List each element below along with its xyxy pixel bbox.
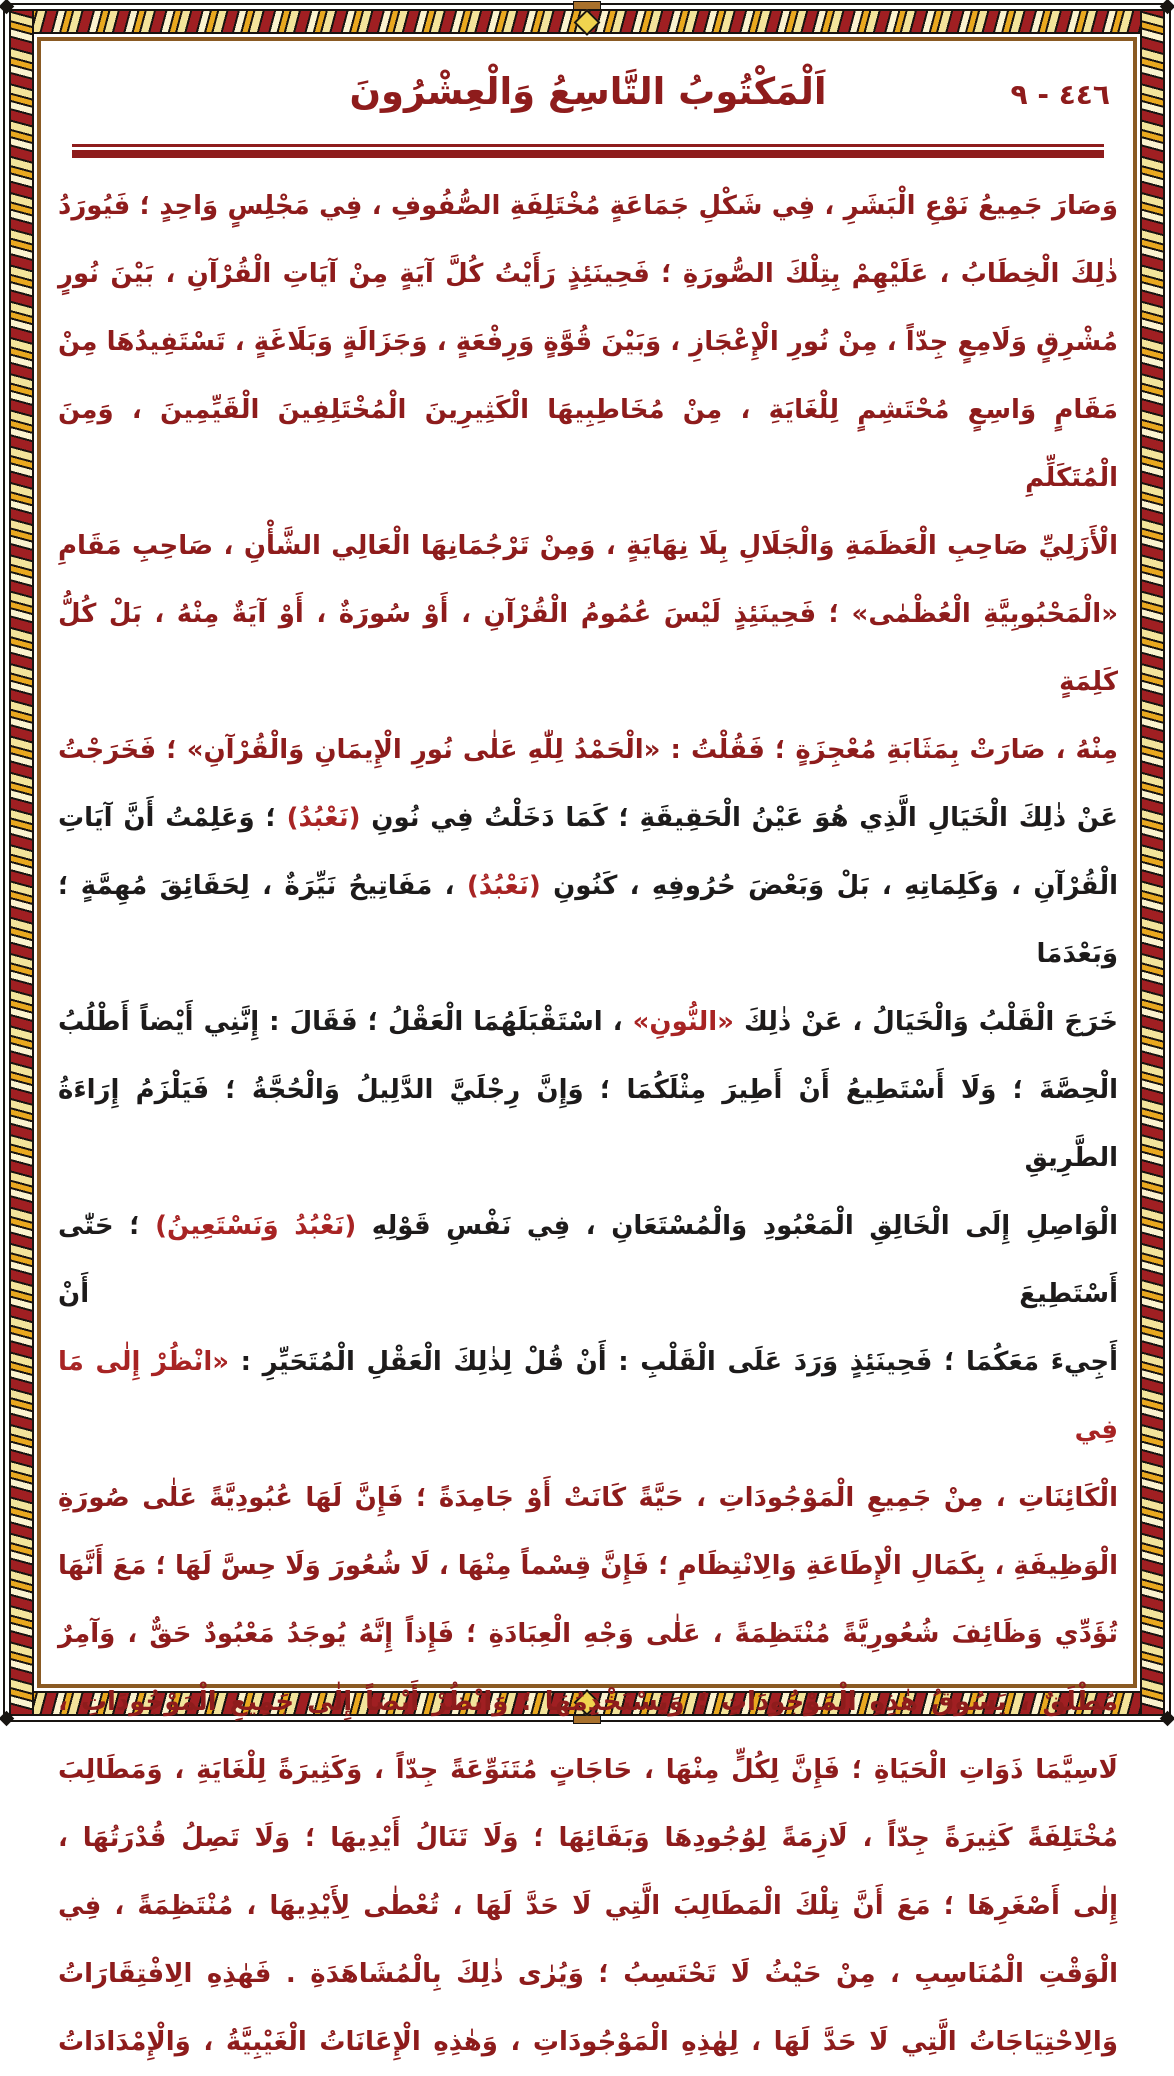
line-segment: الْوَاصِلِ إِلَى الْخَالِقِ الْمَعْبُودِ وَالْمُسْتَعَانِ ، فِي نَفْسِ قَوْلِهِ: [356, 1211, 1118, 1241]
line-segment: الْوَظِيفَةِ ، بِكَمَالِ الْإِطَاعَةِ وَالِانْتِظَامِ ؛ فَإِنَّ قِسْماً مِنْهَا ، لَا شُعُورَ وَلَا حِسَّ لَهَا ؛ مَعَ أَنَّهَا: [58, 1551, 1118, 1581]
text-line: [58, 1600, 1118, 1668]
text-line: [58, 852, 1118, 988]
header-divider: [72, 144, 1104, 158]
text-line: [58, 988, 1118, 1056]
line-segment: ذٰلِكَ الْخِطَابُ ، عَلَيْهِمْ بِتِلْكَ الصُّورَةِ ؛ فَحِينَئِذٍ رَأَيْتُ كُلَّ آيَةٍ مِنْ آيَاتِ الْقُرْآنِ ، بَيْنَ نُورٍ: [58, 259, 1118, 289]
quran-word-highlight: (نَعْبُدُ وَنَسْتَعِينُ): [155, 1211, 357, 1241]
text-line: [58, 1940, 1118, 2008]
text-line: [58, 1668, 1118, 1736]
line-segment: عَنْ ذٰلِكَ الْخَيَالِ الَّذِي هُوَ عَيْنُ الْحَقِيقَةِ ؛ كَمَا دَخَلْتُ فِي نُونِ: [360, 803, 1118, 833]
text-line: [58, 2008, 1118, 2076]
text-line: [58, 1056, 1118, 1192]
body-text: [58, 172, 1118, 2076]
text-line: [58, 1192, 1118, 1328]
line-segment: ، اسْتَقْبَلَهُمَا الْعَقْلُ ؛ فَقَالَ : إِنَّنِي أَيْضاً أَطْلُبُ: [58, 1007, 633, 1037]
text-line: [58, 512, 1118, 580]
text-line: [58, 1804, 1118, 1872]
line-segment: لَاسِيَّمَا ذَوَاتِ الْحَيَاةِ ؛ فَإِنَّ لِكُلٍّ مِنْهَا ، حَاجَاتٍ مُتَنَوِّعَةً جِدّاً ، وَكَثِيرَةً لِلْغَايَةِ ، وَمَطَالِبَ: [58, 1755, 1118, 1785]
text-line: [58, 784, 1118, 852]
line-segment: مَقَامٍ وَاسِعٍ مُحْتَشِمٍ لِلْغَايَةِ ، مِنْ مُخَاطِبِيهَا الْكَثِيرِينَ الْمُخْتَلِفِينَ الْقَيِّمِينَ ، وَمِنَ الْمُتَكَلِّمِ: [58, 395, 1118, 493]
quote-opening-highlight: «انْظُرْ إِلٰى مَا فِي: [58, 1347, 1118, 1445]
line-segment: ، مَفَاتِيحُ نَيِّرَةٌ ، لِحَقَائِقَ مُهِمَّةٍ ؛ وَبَعْدَمَا: [58, 871, 1118, 969]
line-segment: وَصَارَ جَمِيعُ نَوْعِ الْبَشَرِ ، فِي شَكْلِ جَمَاعَةٍ مُخْتَلِفَةِ الصُّفُوفِ ، فِي مَجْلِسٍ وَاحِدٍ ؛ فَيُورَدُ: [58, 191, 1118, 221]
line-segment: الْوَقْتِ الْمُنَاسِبِ ، مِنْ حَيْثُ لَا تَحْتَسِبُ ؛ وَيُرٰى ذٰلِكَ بِالْمُشَاهَدَةِ . فَهٰذِهِ الِافْتِقَارَاتُ: [58, 1959, 1118, 1989]
line-segment: ؛ حَتّٰى أَسْتَطِيعَ أَنْ: [58, 1211, 1118, 1309]
line-segment: خَرَجَ الْقَلْبُ وَالْخَيَالُ ، عَنْ ذٰلِكَ: [733, 1007, 1118, 1037]
frame-band-left: [9, 9, 34, 1716]
text-line: [58, 1328, 1118, 1464]
page-number: ٤٤٦ - ٩: [1010, 78, 1110, 111]
text-line: [58, 1464, 1118, 1532]
line-segment: الْكَائِنَاتِ ، مِنْ جَمِيعِ الْمَوْجُودَاتِ ، حَيَّةً كَانَتْ أَوْ جَامِدَةً ؛ فَإِنَّ لَهَا عُبُودِيَّةً عَلٰى صُورَةِ: [58, 1483, 1118, 1513]
line-segment: مُطْلَقٌ ، يَسُوقُ هٰذِهِ الْمَوْجُودَاتِ ؛ وَيَسْتَخْدِمُهَا ؛ وَانْظُرْ أَيْضاً إِلٰى جَمِيعِ الْمَوْجُودَاتِ ،: [58, 1687, 1118, 1717]
line-segment: الْقُرْآنِ ، وَكَلِمَاتِهِ ، بَلْ وَبَعْضَ حُرُوفِهِ ، كَنُونِ: [540, 871, 1119, 901]
page-content: [56, 44, 1120, 2057]
line-segment: تُؤَدِّي وَظَائِفَ شُعُورِيَّةً مُنْتَظِمَةً ، عَلٰى وَجْهِ الْعِبَادَةِ ؛ فَإِذاً إِنَّهُ يُوجَدُ مَعْبُودٌ حَقٌّ ، وَآمِرٌ: [58, 1619, 1118, 1649]
page-header: [56, 44, 1120, 144]
line-segment: وَالِاحْتِيَاجَاتُ الَّتِي لَا حَدَّ لَهَا ، لِهٰذِهِ الْمَوْجُودَاتِ ، وَهٰذِهِ الْإِعَانَاتُ الْغَيْبِيَّةُ ، وَالْإِمْدَادَاتُ: [58, 2027, 1118, 2057]
frame-band-right: [1140, 9, 1165, 1716]
text-line: [58, 716, 1118, 784]
text-line: [58, 1736, 1118, 1804]
line-segment: إِلٰى أَصْغَرِهَا ؛ مَعَ أَنَّ تِلْكَ الْمَطَالِبَ الَّتِي لَا حَدَّ لَهَا ، تُعْطٰى لِأَيْدِيهَا ، مُنْتَظِمَةً ، فِي: [58, 1891, 1118, 1921]
line-segment: الْحِصَّةَ ؛ وَلَا أَسْتَطِيعُ أَنْ أَطِيرَ مِثْلَكُمَا ؛ وَإِنَّ رِجْلَيَّ الدَّلِيلُ وَالْحُجَّةُ ؛ فَيَلْزَمُ إِرَاءَةُ الطَّرِيقِ: [58, 1075, 1118, 1173]
text-line: [58, 240, 1118, 308]
quran-word-highlight: «النُّونِ»: [632, 1007, 734, 1037]
divider-thick-line: [72, 150, 1104, 158]
line-segment: مِنْهُ ، صَارَتْ بِمَثَابَةِ مُعْجِزَةٍ ؛ فَقُلْتُ : «الْحَمْدُ لِلّٰهِ عَلٰى نُورِ الْإِيمَانِ وَالْقُرْآنِ» ؛ فَخَرَجْتُ: [58, 735, 1118, 765]
quran-word-highlight: (نَعْبُدُ): [466, 871, 541, 901]
text-line: [58, 308, 1118, 376]
page-title: اَلْمَكْتُوبُ التَّاسِعُ وَالْعِشْرُونَ: [349, 70, 827, 113]
text-line: [58, 580, 1118, 716]
line-segment: «الْمَحْبُوبِيَّةِ الْعُظْمٰى» ؛ فَحِينَئِذٍ لَيْسَ عُمُومُ الْقُرْآنِ ، أَوْ سُورَةٌ ، أَوْ آيَةٌ مِنْهُ ، بَلْ كُلُّ كَلِمَةٍ: [58, 599, 1118, 697]
text-line: [58, 1532, 1118, 1600]
line-segment: مُخْتَلِفَةً كَثِيرَةً جِدّاً ، لَازِمَةً لِوُجُودِهَا وَبَقَائِهَا ؛ وَلَا تَنَالُ أَيْدِيهَا ؛ وَلَا تَصِلُ قُدْرَتُهَا ،: [58, 1823, 1118, 1853]
line-segment: ؛ وَعَلِمْتُ أَنَّ آيَاتِ: [58, 803, 287, 833]
line-segment: أَجِيءَ مَعَكُمَا ؛ فَحِينَئِذٍ وَرَدَ عَلَى الْقَلْبِ : أَنْ قُلْ لِذٰلِكَ الْعَقْلِ الْمُتَحَيِّرِ :: [229, 1347, 1118, 1377]
line-segment: مُشْرِقٍ وَلَامِعٍ جِدّاً ، مِنْ نُورِ الْإِعْجَازِ ، وَبَيْنَ قُوَّةٍ وَرِفْعَةٍ ، وَجَزَالَةٍ وَبَلَاغَةٍ ، تَسْتَفِيدُهَا مِنْ: [58, 327, 1118, 357]
text-line: [58, 1872, 1118, 1940]
quran-word-highlight: (نَعْبُدُ): [286, 803, 361, 833]
line-segment: الْأَزَلِيِّ صَاحِبِ الْعَظَمَةِ وَالْجَلَالِ بِلَا نِهَايَةٍ ، وَمِنْ تَرْجُمَانِهَا الْعَالِي الشَّأْنِ ، صَاحِبِ مَقَامِ: [58, 531, 1118, 561]
text-line: [58, 376, 1118, 512]
text-line: [58, 172, 1118, 240]
